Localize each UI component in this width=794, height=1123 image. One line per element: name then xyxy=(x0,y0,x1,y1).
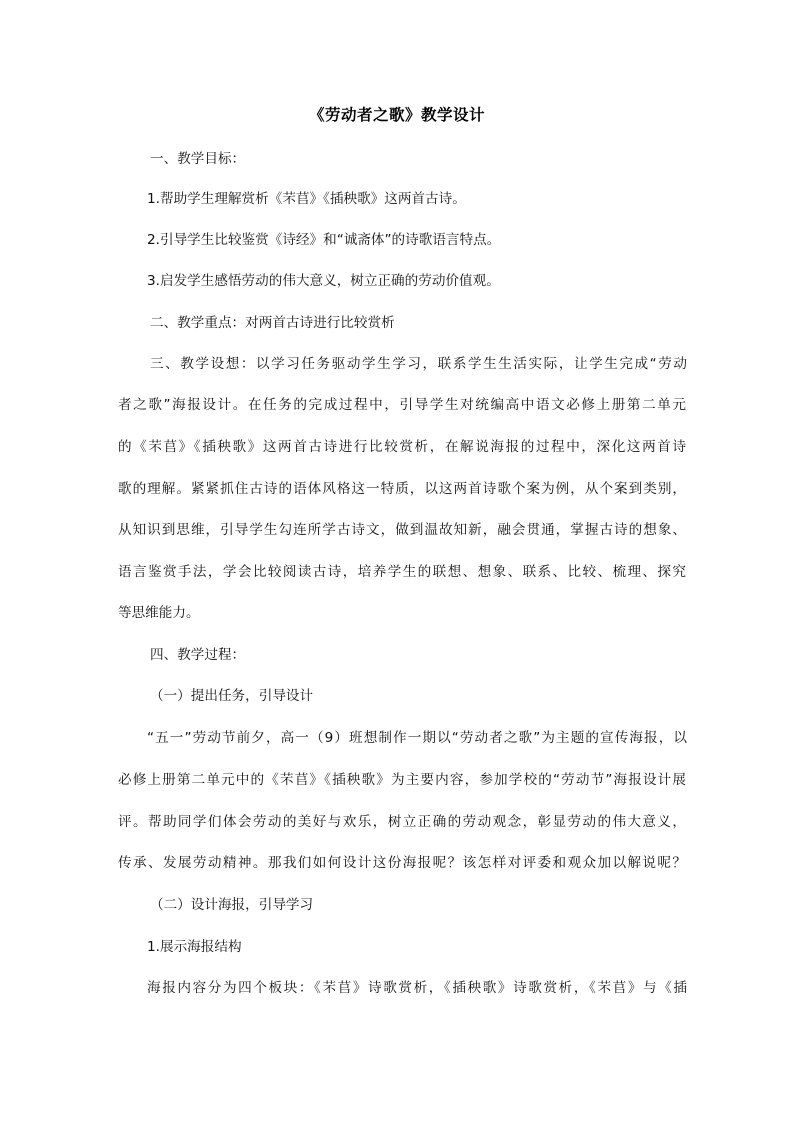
paragraph-line: 从知识到思维，引导学生勾连所学古诗文，做到温故知新，融会贯通，掌握古诗的想象、 xyxy=(118,522,686,538)
paragraph-line: 传承、发展劳动精神。那我们如何设计这份海报呢？该怎样对评委和观众加以解说呢？ xyxy=(118,855,686,871)
paragraph-line: 者之歌”海报设计。在任务的完成过程中，引导学生对统编高中语文必修上册第二单元 xyxy=(118,397,686,413)
paragraph-line: 歌的理解。紧紧抓住古诗的语体风格这一特质，以这两首诗歌个案为例，从个案到类别， xyxy=(118,481,686,497)
paragraph-line: 的《芣苢》《插秧歌》这两首古诗进行比较赏析，在解说海报的过程中，深化这两首诗 xyxy=(118,439,686,455)
document-title: 《劳动者之歌》教学设计 xyxy=(308,106,485,124)
subheading-poster-design: （二）设计海报，引导学习 xyxy=(150,897,314,913)
paragraph-line: 三、教学设想：以学习任务驱动学生学习，联系学生生活实际，让学生完成“劳动 xyxy=(150,356,687,372)
paragraph-line: 海报内容分为四个板块：《芣苢》诗歌赏析，《插秧歌》诗歌赏析，《芣苢》与《插 xyxy=(147,980,687,996)
goal-1: 1.帮助学生理解赏析《芣苢》《插秧歌》这两首古诗。 xyxy=(147,191,466,207)
paragraph-line: 必修上册第二单元中的《芣苢》《插秧歌》为主要内容，参加学校的“劳动节”海报设计展 xyxy=(118,772,686,788)
heading-teaching-process: 四、教学过程： xyxy=(150,647,246,663)
goal-2: 2.引导学生比较鉴赏《诗经》和“诚斋体”的诗歌语言特点。 xyxy=(147,232,501,248)
subheading-task: （一）提出任务，引导设计 xyxy=(150,688,314,704)
heading-teaching-goals: 一、教学目标： xyxy=(150,151,246,167)
paragraph-line: “五一”劳动节前夕，高一（9）班想制作一期以“劳动者之歌”为主题的宣传海报，以 xyxy=(147,730,687,746)
heading-key-points: 二、教学重点：对两首古诗进行比较赏析 xyxy=(150,315,395,331)
paragraph-line: 评。帮助同学们体会劳动的美好与欢乐，树立正确的劳动观念，彰显劳动的伟大意义， xyxy=(118,814,686,830)
goal-3: 3.启发学生感悟劳动的伟大意义，树立正确的劳动价值观。 xyxy=(147,273,500,289)
poster-structure-heading: 1.展示海报结构 xyxy=(147,939,242,955)
paragraph-line: 语言鉴赏手法，学会比较阅读古诗，培养学生的联想、想象、联系、比较、梳理、探究 xyxy=(118,564,686,580)
paragraph-line: 等思维能力。 xyxy=(118,605,200,621)
